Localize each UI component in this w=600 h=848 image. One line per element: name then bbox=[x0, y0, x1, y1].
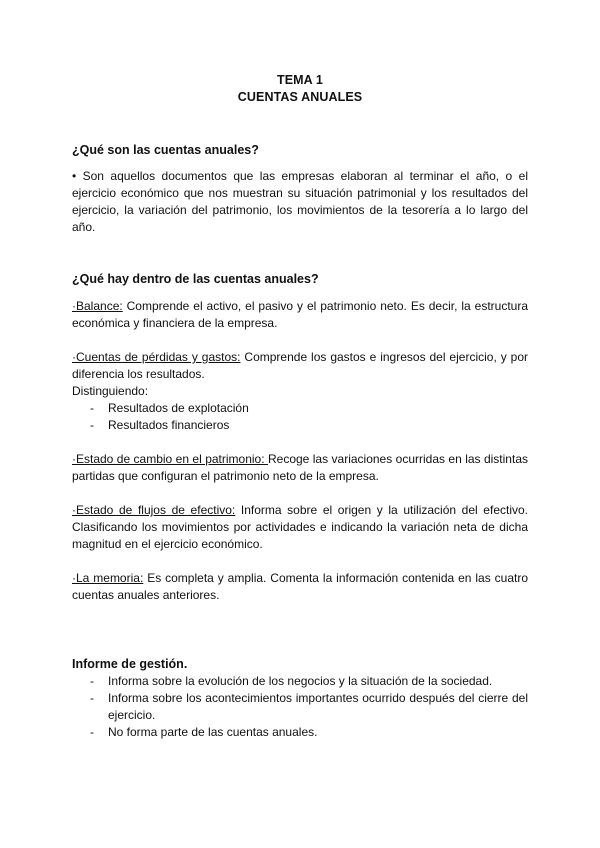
section-heading-informe: Informe de gestión. bbox=[72, 657, 188, 671]
paragraph-distinguiendo: Distinguiendo: bbox=[72, 384, 149, 398]
list-item: - Informa sobre los acontecimientos importantes ocurrido después del cierre del ejercicio. bbox=[72, 690, 528, 724]
paragraph-balance bbox=[72, 298, 528, 332]
list-item: - Resultados de explotación bbox=[72, 400, 528, 417]
list-item: - No forma parte de las cuentas anuales. bbox=[72, 724, 528, 741]
desc-flujos: Informa sobre el origen y la utilización del efectivo. Clasificando los movimientos por actividades e indicando la variación neta de dicha magnitud en el ejercicio económico. bbox=[72, 503, 528, 551]
paragraph-memoria bbox=[72, 570, 528, 604]
section-heading-que-son: ¿Qué son las cuentas anuales? bbox=[72, 143, 259, 157]
term-cambio: ·Estado de cambio en el patrimonio: bbox=[72, 452, 268, 466]
title-line-1: TEMA 1 bbox=[277, 73, 323, 87]
document-page bbox=[72, 72, 528, 741]
list-informe bbox=[72, 673, 528, 741]
term-perdidas: ·Cuentas de pérdidas y gastos: bbox=[72, 350, 241, 364]
title-line-2: CUENTAS ANUALES bbox=[237, 90, 363, 104]
desc-cambio: Recoge las variaciones ocurridas en las distintas partidas que configuran el patrimonio neto de la empresa. bbox=[72, 452, 528, 483]
list-resultados bbox=[72, 400, 528, 434]
section-heading-contenido: ¿Qué hay dentro de las cuentas anuales? bbox=[72, 272, 319, 286]
paragraph-perdidas bbox=[72, 349, 528, 383]
term-memoria: ·La memoria: bbox=[72, 571, 144, 585]
desc-perdidas: Comprende los gastos e ingresos del ejercicio, y por diferencia los resultados. bbox=[72, 350, 528, 381]
document-title bbox=[72, 72, 528, 106]
desc-balance: Comprende el activo, el pasivo y el patrimonio neto. Es decir, la estructura económica y financiera de la empresa. bbox=[72, 299, 528, 330]
desc-memoria: Es completa y amplia. Comenta la información contenida en las cuatro cuentas anuales anteriores. bbox=[72, 571, 528, 602]
paragraph-cambio bbox=[72, 451, 528, 485]
paragraph-definicion: • Son aquellos documentos que las empresas elaboran al terminar el año, o el ejercicio económico que nos muestran su situación patrimonial y los resultados del ejercicio, la variación del patrimonio, los movimientos de la tesorería a lo largo del año. bbox=[72, 169, 528, 234]
list-item: - Resultados financieros bbox=[72, 417, 528, 434]
term-flujos: ·Estado de flujos de efectivo: bbox=[72, 503, 236, 517]
term-balance: ·Balance: bbox=[72, 299, 123, 313]
list-item: - Informa sobre la evolución de los negocios y la situación de la sociedad. bbox=[72, 673, 528, 690]
paragraph-flujos bbox=[72, 502, 528, 553]
